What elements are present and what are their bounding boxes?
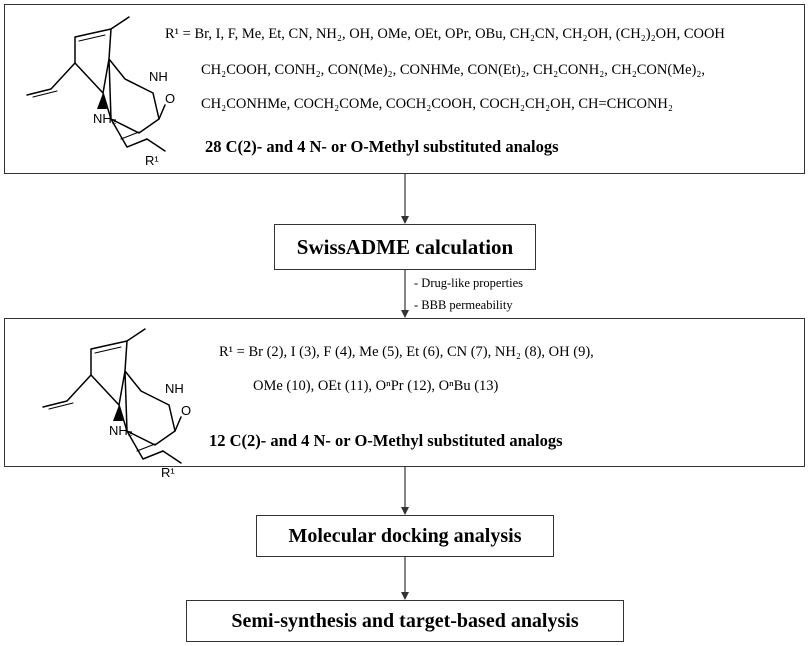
filter-druglike: - Drug-like properties [414, 276, 523, 290]
mol2-r1-label: R¹ [161, 465, 175, 480]
mol-nh2-label: NH₂ [93, 111, 117, 126]
docking-label: Molecular docking analysis [288, 524, 522, 547]
middle-r-line-1: R¹ = Br (2), I (3), F (4), Me (5), Et (6), CN (7), NH₂ (8), OH (9), [219, 344, 594, 360]
synthesis-label: Semi-synthesis and target-based analysis [231, 609, 579, 632]
middle-r-line-2: OMe (10), OEt (11), OⁿPr (12), OⁿBu (13) [253, 378, 499, 394]
mol2-nh-label: NH [165, 381, 184, 396]
top-panel [4, 4, 805, 174]
mol-r1-label: R¹ [145, 153, 159, 168]
top-r-line-1: R¹ = Br, I, F, Me, Et, CN, NH₂, OH, OMe, OEt, OPr, OBu, CH₂CN, CH₂OH, (CH₂)₂OH, COOH [165, 26, 725, 42]
mol-nh-label: NH [149, 69, 168, 84]
filter-bbb: - BBB permeability [414, 298, 513, 312]
swissadme-label: SwissADME calculation [296, 234, 514, 259]
molecule-structure-middle [29, 323, 192, 480]
top-r-line-3: CH₂CONHMe, COCH₂COMe, COCH₂COOH, COCH₂CH₂OH, CH=CHCONH₂ [201, 96, 673, 112]
mol-o-label: O [165, 91, 176, 106]
middle-caption: 12 C(2)- and 4 N- or O-Methyl substituted analogs [209, 431, 563, 450]
mol2-o-label: O [181, 403, 192, 418]
mol2-nh2-label: NH₂ [109, 423, 133, 438]
top-caption: 28 C(2)- and 4 N- or O-Methyl substituted analogs [205, 137, 559, 156]
docking-step [256, 515, 554, 557]
swissadme-step [274, 224, 536, 270]
molecule-structure-top [13, 11, 176, 171]
middle-panel [4, 318, 805, 480]
top-r-line-2: CH₂COOH, CONH₂, CON(Me)₂, CONHMe, CON(Et)₂, CH₂CONH₂, CH₂CON(Me)₂, [201, 62, 706, 78]
synthesis-step [186, 600, 624, 642]
